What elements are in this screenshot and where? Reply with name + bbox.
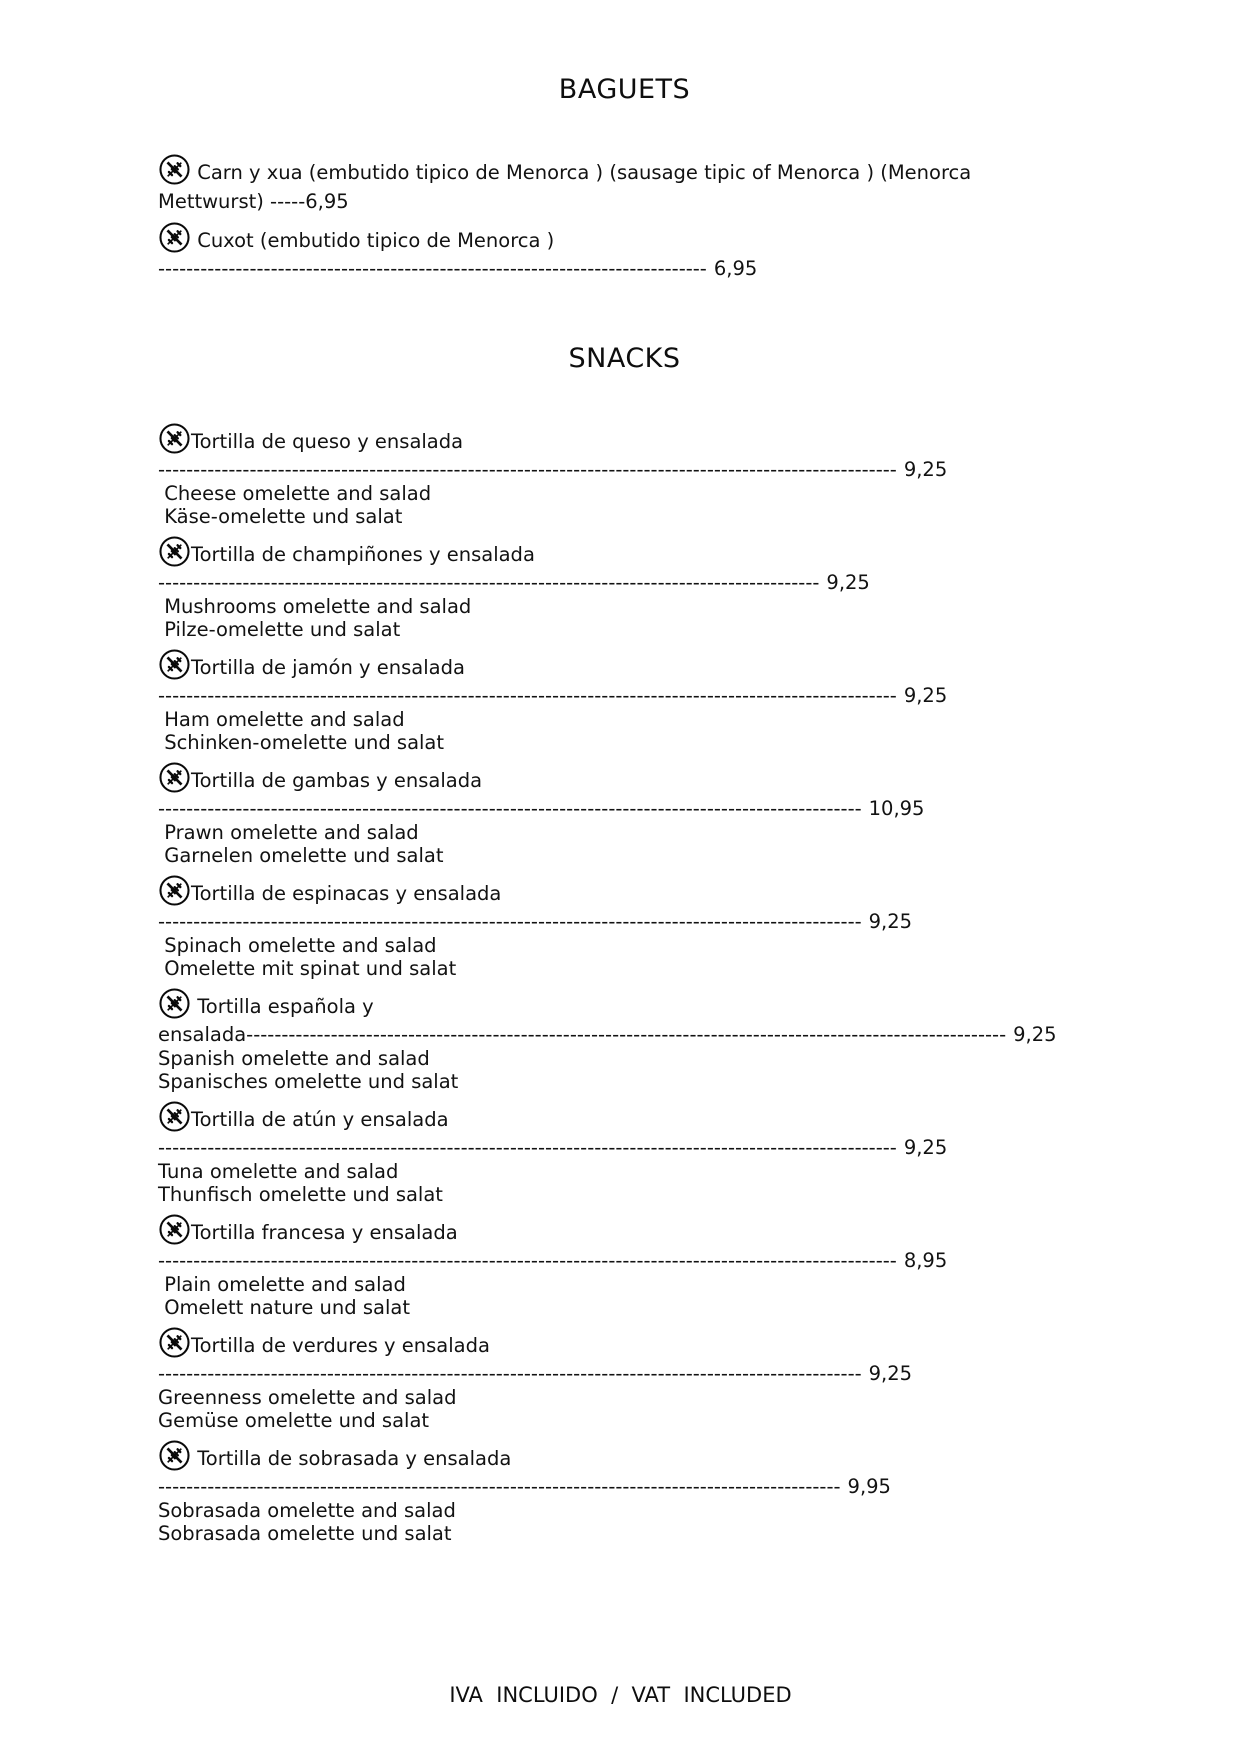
item-name: Carn y xua (embutido tipico de Menorca ) (sausage tipic of Menorca ) (Menorca bbox=[191, 160, 972, 184]
dash-leader: ------------------------------------------------------------------------------------------------------------ bbox=[246, 1023, 1007, 1046]
item-desc-en: Greenness omelette and salad bbox=[158, 1386, 457, 1409]
item-name: Tortilla de sobrasada y ensalada bbox=[191, 1446, 512, 1470]
no-gluten-icon bbox=[158, 1213, 191, 1246]
baguets-section bbox=[158, 155, 1091, 281]
item-desc-en: Sobrasada omelette and salad bbox=[158, 1499, 456, 1522]
dash-leader: ------------------------------------------------------------------------------------------------- bbox=[158, 1475, 841, 1498]
price-line bbox=[158, 797, 1091, 821]
item-price: 9,25 bbox=[903, 684, 948, 707]
item-price: 9,25 bbox=[903, 458, 948, 481]
item-price: 9,25 bbox=[826, 571, 870, 594]
dash-leader: ---------------------------------------------------------------------------------------------------- bbox=[158, 1362, 862, 1385]
menu-item bbox=[158, 1328, 1091, 1432]
menu-item bbox=[158, 537, 1091, 641]
item-desc-de: Omelette mit spinat und salat bbox=[158, 957, 457, 980]
menu-item bbox=[158, 424, 1091, 528]
item-desc-de: Käse-omelette und salat bbox=[158, 505, 403, 528]
item-name: Tortilla española y bbox=[191, 994, 374, 1018]
no-gluten-icon bbox=[158, 648, 191, 681]
item-desc-de: Spanisches omelette und salat bbox=[158, 1070, 459, 1093]
item-desc-en: Ham omelette and salad bbox=[158, 708, 405, 731]
item-desc-de: Omelett nature und salat bbox=[158, 1296, 410, 1319]
section-title-baguets: BAGUETS bbox=[558, 74, 691, 105]
price-line bbox=[158, 1362, 1091, 1386]
item-desc-en: Plain omelette and salad bbox=[158, 1273, 406, 1296]
no-gluten-icon bbox=[158, 761, 191, 794]
item-price: 9,95 bbox=[847, 1475, 891, 1498]
dash-leader: --------------------------------------------------------------------------------------------------------- bbox=[158, 1136, 897, 1159]
item-desc-de: Gemüse omelette und salat bbox=[158, 1409, 430, 1432]
dash-leader: --------------------------------------------------------------------------------------------------------- bbox=[158, 684, 897, 707]
item-price: 9,25 bbox=[868, 1362, 913, 1385]
price-line bbox=[158, 458, 1091, 482]
menu-item bbox=[158, 650, 1091, 754]
price-line bbox=[158, 571, 1091, 595]
menu-item bbox=[158, 763, 1091, 867]
no-gluten-icon bbox=[158, 874, 191, 907]
item-desc-en: Spanish omelette and salad bbox=[158, 1047, 430, 1070]
item-desc-de: Pilze-omelette und salat bbox=[158, 618, 401, 641]
item-price: 10,95 bbox=[868, 797, 925, 820]
item-name: Tortilla de jamón y ensalada bbox=[191, 655, 465, 679]
price-line bbox=[158, 1136, 1091, 1160]
item-price: 9,25 bbox=[1013, 1023, 1057, 1046]
item-name-price: Mettwurst) -----6,95 bbox=[158, 190, 349, 213]
item-name: Cuxot (embutido tipico de Menorca ) bbox=[191, 228, 555, 252]
snacks-section bbox=[158, 424, 1091, 1545]
item-name: Tortilla de atún y ensalada bbox=[191, 1107, 449, 1131]
no-gluten-icon bbox=[158, 987, 191, 1020]
item-name: Tortilla de gambas y ensalada bbox=[191, 768, 483, 792]
dash-leader: ---------------------------------------------------------------------------------------------- bbox=[158, 571, 820, 594]
menu-item bbox=[158, 876, 1091, 980]
item-price: 9,25 bbox=[903, 1136, 948, 1159]
no-gluten-icon bbox=[158, 1326, 191, 1359]
price-line bbox=[158, 257, 1091, 281]
no-gluten-icon bbox=[158, 153, 191, 186]
wrapped-name-part: ensalada bbox=[158, 1023, 247, 1046]
item-name: Tortilla francesa y ensalada bbox=[191, 1220, 458, 1244]
item-name: Tortilla de verdures y ensalada bbox=[191, 1333, 490, 1357]
menu-item-cuxot bbox=[158, 223, 1091, 281]
price-line bbox=[158, 1023, 1091, 1047]
no-gluten-icon bbox=[158, 535, 191, 568]
item-desc-en: Tuna omelette and salad bbox=[158, 1160, 399, 1183]
menu-item-carn-y-xua bbox=[158, 155, 1091, 214]
menu-item bbox=[158, 1102, 1091, 1206]
menu-item bbox=[158, 1215, 1091, 1319]
price-line bbox=[158, 910, 1091, 934]
no-gluten-icon bbox=[158, 1100, 191, 1133]
item-desc-en: Cheese omelette and salad bbox=[158, 482, 432, 505]
item-name: Tortilla de espinacas y ensalada bbox=[191, 881, 502, 905]
item-desc-en: Prawn omelette and salad bbox=[158, 821, 419, 844]
price-line bbox=[158, 684, 1091, 708]
item-desc-de: Thunfisch omelette und salat bbox=[158, 1183, 443, 1206]
item-price: 6,95 bbox=[713, 257, 758, 280]
price-line bbox=[158, 1249, 1091, 1273]
dash-leader: ---------------------------------------------------------------------------------------------------- bbox=[158, 797, 862, 820]
menu-item bbox=[158, 1441, 1091, 1545]
item-desc-de: Garnelen omelette und salat bbox=[158, 844, 444, 867]
no-gluten-icon bbox=[158, 221, 191, 254]
dash-leader: ------------------------------------------------------------------------------ bbox=[158, 257, 707, 280]
item-name: Tortilla de queso y ensalada bbox=[191, 429, 464, 453]
item-price: 8,95 bbox=[903, 1249, 948, 1272]
no-gluten-icon bbox=[158, 1439, 191, 1472]
section-title-snacks: SNACKS bbox=[568, 343, 681, 374]
dash-leader: --------------------------------------------------------------------------------------------------------- bbox=[158, 1249, 897, 1272]
item-name: Tortilla de champiñones y ensalada bbox=[191, 542, 535, 566]
item-desc-de: Sobrasada omelette und salat bbox=[158, 1522, 452, 1545]
item-price: 9,25 bbox=[868, 910, 913, 933]
dash-leader: ---------------------------------------------------------------------------------------------------- bbox=[158, 910, 862, 933]
item-desc-en: Mushrooms omelette and salad bbox=[158, 595, 472, 618]
dash-leader: --------------------------------------------------------------------------------------------------------- bbox=[158, 458, 897, 481]
vat-note: IVA INCLUIDO / VAT INCLUDED bbox=[449, 1683, 792, 1707]
menu-item bbox=[158, 989, 1091, 1093]
item-desc-de: Schinken-omelette und salat bbox=[158, 731, 445, 754]
item-desc-en: Spinach omelette and salad bbox=[158, 934, 437, 957]
price-line bbox=[158, 1475, 1091, 1499]
no-gluten-icon bbox=[158, 422, 191, 455]
